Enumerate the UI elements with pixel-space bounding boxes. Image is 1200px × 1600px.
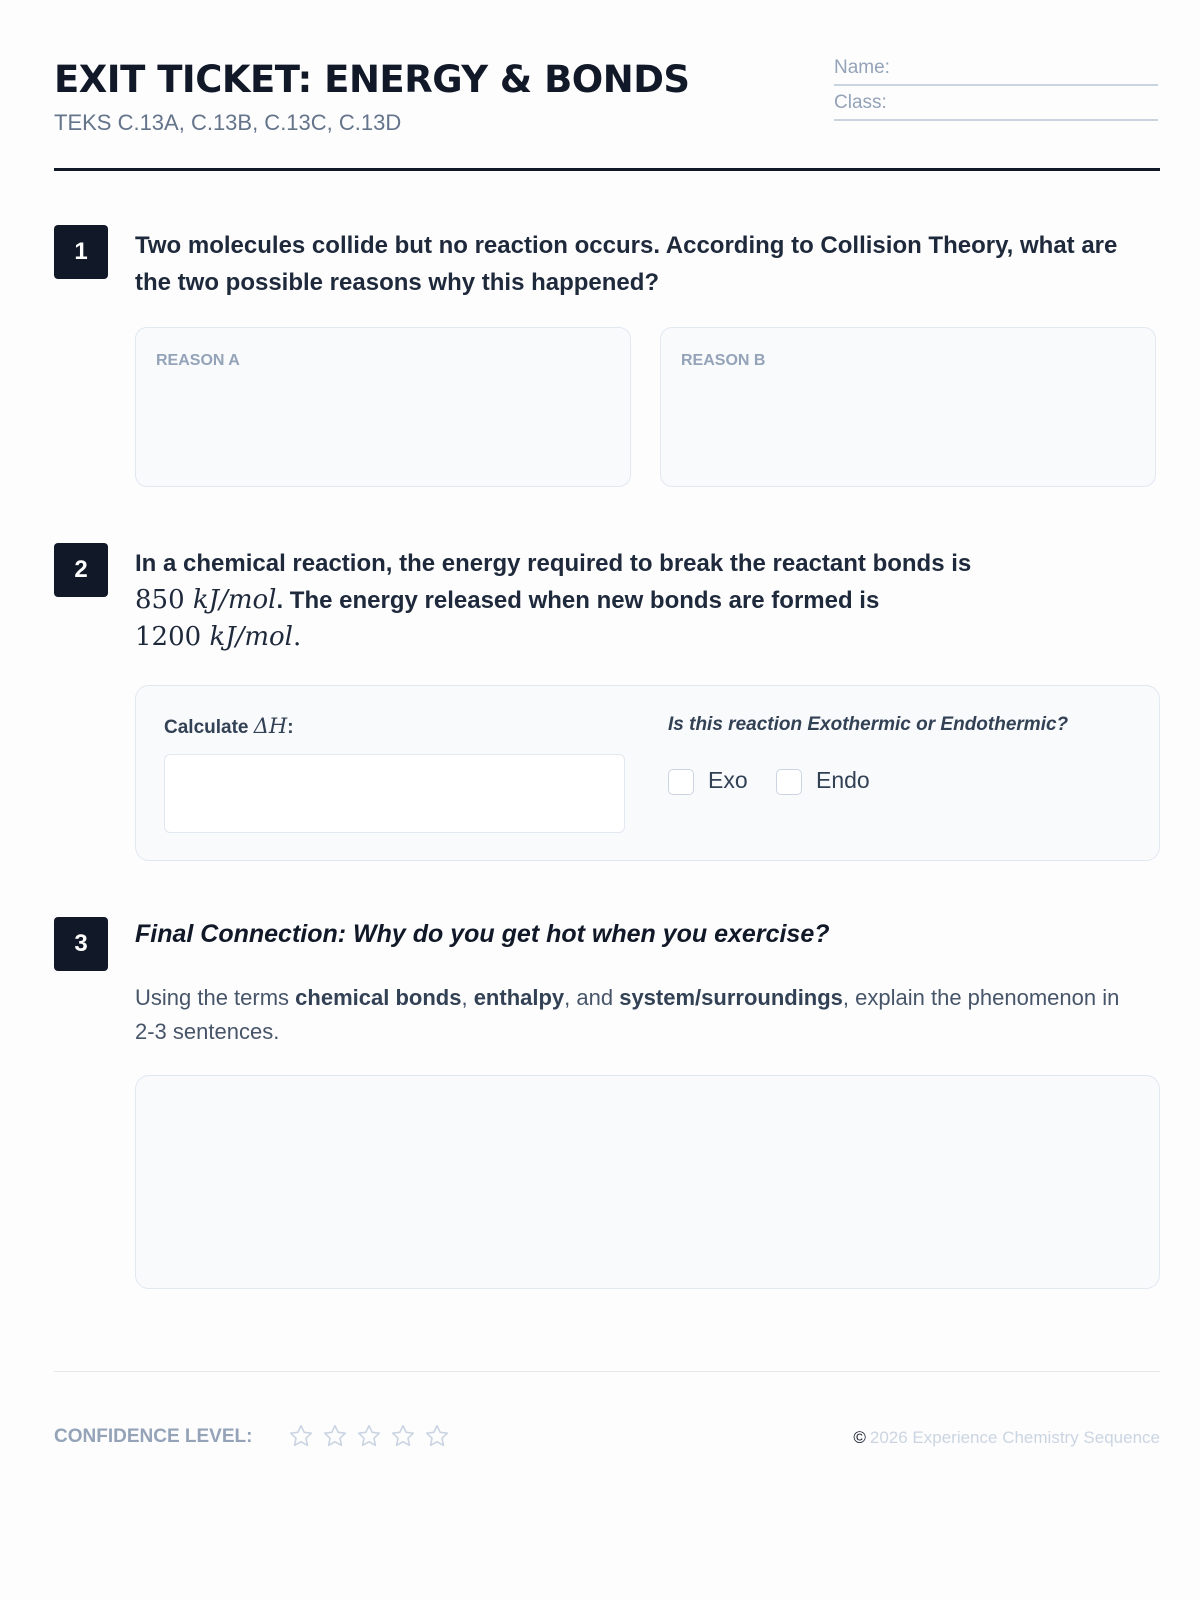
delta-h-input[interactable] xyxy=(164,754,625,833)
endo-label: Endo xyxy=(816,767,870,793)
question-1-text: Two molecules collide but no reaction occurs. According to Collision Theory, what are the two possible reasons why this happened? xyxy=(135,232,1118,296)
question-number-3: 3 xyxy=(54,917,108,971)
question-3-prompt: Final Connection: Why do you get hot when you exercise? xyxy=(135,920,830,948)
question-number-1: 1 xyxy=(54,225,108,279)
class-field[interactable] xyxy=(834,93,1158,121)
calculate-delta-h-label: Calculate ΔH: xyxy=(164,714,294,738)
exo-checkbox[interactable] xyxy=(668,769,694,795)
term-enthalpy: enthalpy xyxy=(473,985,565,1010)
question-2-text xyxy=(135,545,1160,656)
question-2-text-part-1: In a chemical reaction, the energy required to break the reactant bonds is xyxy=(135,550,972,577)
name-label: Name: xyxy=(834,57,890,78)
calculation-panel xyxy=(135,685,1160,861)
reason-b-box[interactable] xyxy=(660,327,1156,487)
confidence-label: CONFIDENCE LEVEL: xyxy=(54,1426,253,1447)
star-icon[interactable] xyxy=(322,1423,348,1449)
star-icon[interactable] xyxy=(424,1423,450,1449)
class-label: Class: xyxy=(834,92,887,113)
question-number-2: 2 xyxy=(54,543,108,597)
page-title: EXIT TICKET: ENERGY & BONDS xyxy=(54,58,690,101)
term-system-surroundings: system/surroundings xyxy=(619,985,843,1010)
star-icon[interactable] xyxy=(288,1423,314,1449)
name-field[interactable] xyxy=(834,58,1158,86)
question-2-text-part-2: . The energy released when new bonds are formed is xyxy=(276,587,880,614)
confidence-stars xyxy=(288,1423,450,1449)
exo-endo-question: Is this reaction Exothermic or Endothermic? xyxy=(668,714,1069,735)
term-chemical-bonds: chemical bonds xyxy=(295,985,462,1010)
star-icon[interactable] xyxy=(356,1423,382,1449)
endo-checkbox[interactable] xyxy=(776,769,802,795)
reason-a-box[interactable] xyxy=(135,327,631,487)
exo-label: Exo xyxy=(708,767,748,793)
star-icon[interactable] xyxy=(390,1423,416,1449)
question-3-instructions: Using the terms chemical bonds, enthalpy, and system/surroundings, explain the phenomenon in 2-3 sentences. xyxy=(135,985,1120,1044)
reason-b-label: REASON B xyxy=(681,352,766,369)
copyright-notice: © 2026 Experience Chemistry Sequence xyxy=(853,1428,1160,1447)
question-3-answer-box[interactable] xyxy=(135,1075,1160,1289)
standards-subtitle: TEKS C.13A, C.13B, C.13C, C.13D xyxy=(54,110,402,135)
copyright-icon: © xyxy=(853,1428,866,1447)
header-divider xyxy=(54,168,1160,171)
bond-break-energy: 850 kJ/mol xyxy=(135,585,277,615)
reason-a-label: REASON A xyxy=(156,352,240,369)
bond-form-energy: 1200 kJ/mol. xyxy=(135,622,302,652)
footer-divider xyxy=(54,1371,1160,1372)
